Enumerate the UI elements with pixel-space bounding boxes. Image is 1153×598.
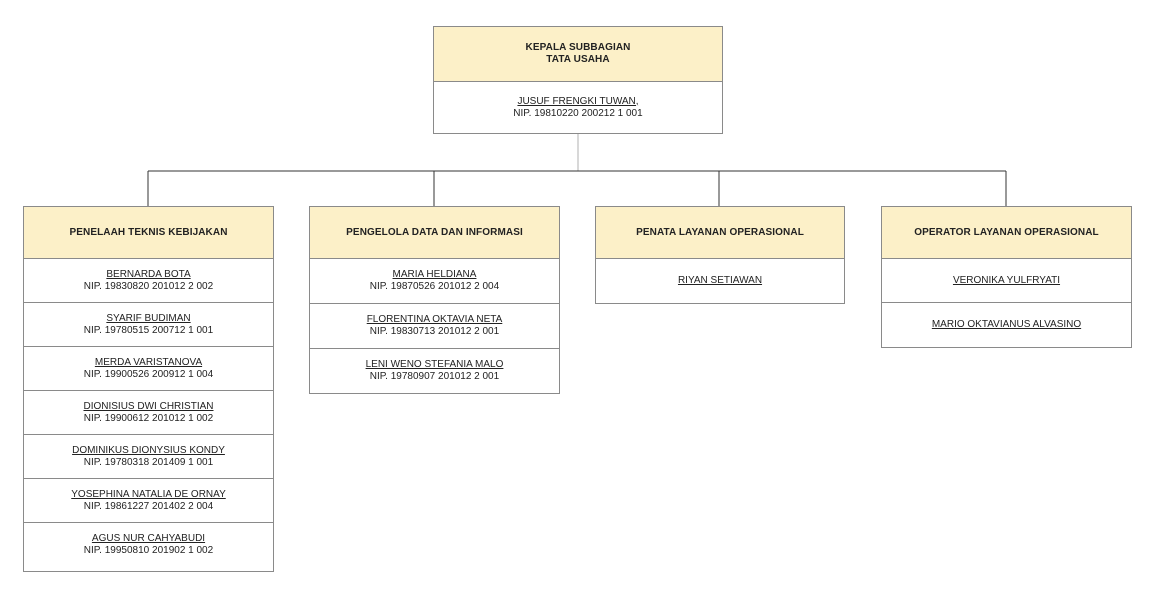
member-nip: NIP. 19861227 201402 2 004 <box>83 500 214 512</box>
unit-box-pengelola-data <box>309 206 560 394</box>
member-entry <box>24 347 273 391</box>
member-entry <box>24 435 273 479</box>
member-entry <box>882 259 1131 303</box>
member-name[interactable]: LENI WENO STEFANIA MALO <box>365 359 504 370</box>
member-nip: NIP. 19780318 201409 1 001 <box>83 456 214 468</box>
member-entry <box>310 349 559 393</box>
member-entry <box>882 303 1131 347</box>
unit-title: PENATA LAYANAN OPERASIONAL <box>596 207 844 259</box>
member-entry <box>310 259 559 304</box>
member-entry <box>24 523 273 567</box>
unit-box-penata-layanan <box>595 206 845 304</box>
unit-title: OPERATOR LAYANAN OPERASIONAL <box>882 207 1131 259</box>
member-name[interactable]: YOSEPHINA NATALIA DE ORNAY <box>71 488 226 500</box>
member-entry <box>24 479 273 523</box>
head-member-nip: NIP. 19810220 200212 1 001 <box>513 107 643 119</box>
member-nip: NIP. 19870526 201012 2 004 <box>369 281 500 292</box>
unit-box-penelaah <box>23 206 274 572</box>
head-title-line-2: TATA USAHA <box>546 54 610 65</box>
member-name[interactable]: VERONIKA YULFRYATI <box>952 274 1061 286</box>
member-name[interactable]: AGUS NUR CAHYABUDI <box>91 533 206 544</box>
member-name[interactable]: MARIA HELDIANA <box>392 269 477 280</box>
member-entry <box>596 259 844 303</box>
member-name[interactable]: SYARIF BUDIMAN <box>106 312 191 324</box>
member-entry <box>24 259 273 303</box>
member-entry <box>24 391 273 435</box>
unit-box-operator-layanan <box>881 206 1132 348</box>
head-box <box>433 26 723 134</box>
head-title-line-1: KEPALA SUBBAGIAN <box>525 42 631 53</box>
head-title <box>434 27 722 82</box>
member-name[interactable]: DIONISIUS DWI CHRISTIAN <box>83 400 214 412</box>
member-nip: NIP. 19780907 201012 2 001 <box>369 371 500 382</box>
member-name[interactable]: RIYAN SETIAWAN <box>677 275 763 286</box>
member-nip: NIP. 19830820 201012 2 002 <box>83 280 214 292</box>
member-nip: NIP. 19900612 201012 1 002 <box>83 412 214 424</box>
head-member <box>434 82 722 133</box>
member-name[interactable]: MARIO OKTAVIANUS ALVASINO <box>931 319 1082 330</box>
member-entry <box>24 303 273 347</box>
member-name[interactable]: MERDA VARISTANOVA <box>94 356 203 368</box>
member-nip: NIP. 19950810 201902 1 002 <box>83 545 214 556</box>
member-nip: NIP. 19830713 201012 2 001 <box>369 326 500 337</box>
member-entry <box>310 304 559 349</box>
unit-title: PENGELOLA DATA DAN INFORMASI <box>310 207 559 259</box>
member-name[interactable]: FLORENTINA OKTAVIA NETA <box>366 314 503 325</box>
unit-title: PENELAAH TEKNIS KEBIJAKAN <box>24 207 273 259</box>
head-member-name[interactable]: JUSUF FRENGKI TUWAN, <box>517 95 639 107</box>
member-name[interactable]: DOMINIKUS DIONYSIUS KONDY <box>72 444 225 456</box>
member-name[interactable]: BERNARDA BOTA <box>106 268 191 280</box>
member-nip: NIP. 19900526 200912 1 004 <box>83 368 214 380</box>
member-nip: NIP. 19780515 200712 1 001 <box>83 324 214 336</box>
